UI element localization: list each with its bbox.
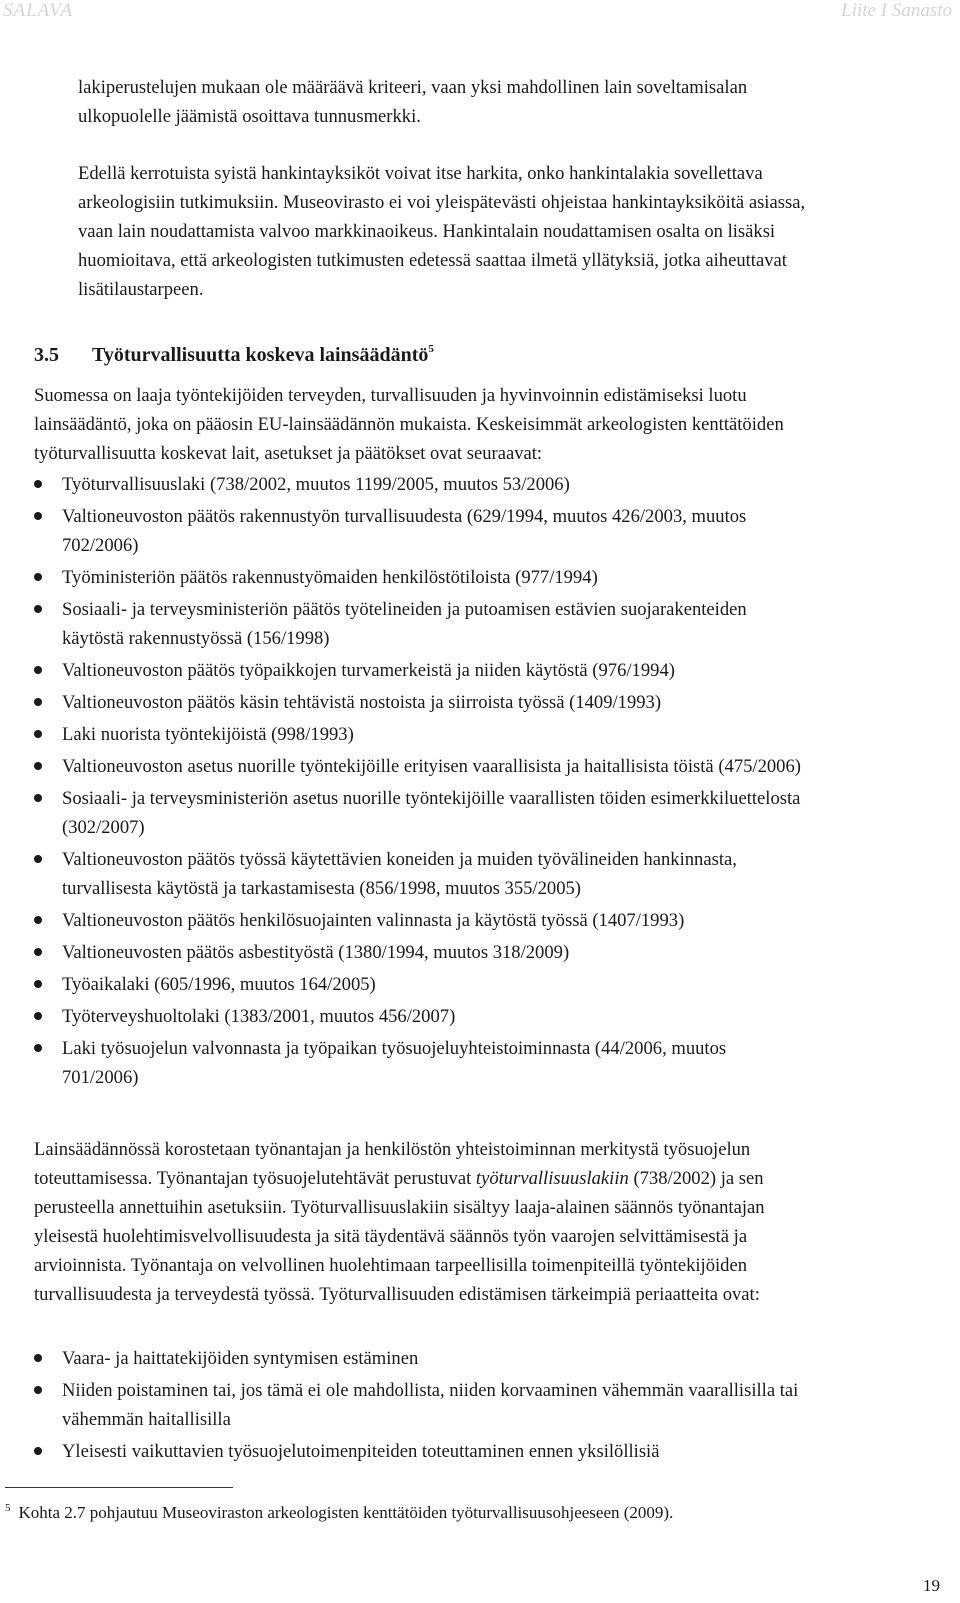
list-item [34,1344,944,1373]
list-item-text: (302/2007) [62,817,145,838]
text-line: perusteella annettuihin asetuksiin. Työturvallisuuslakiin sisältyy laaja-alainen säännös työnantajan [34,1197,765,1218]
list-item-text: Työministeriön päätös rakennustyömaiden henkilöstötiloista (977/1994) [62,567,598,588]
section-title: Työturvallisuutta koskeva lainsäädäntö [92,344,429,366]
header-title: SALAVA [3,0,74,21]
list-item [34,595,944,653]
text-line: arkeologisiin tutkimuksiin. Museovirasto ei voi yleispätevästi ohjeistaa hankintayksiköitä asiassa, [78,192,806,213]
list-item-text: Vaara- ja haittatekijöiden syntymisen estäminen [62,1348,419,1369]
intro-paragraph-2 [78,159,938,304]
principles-list [34,1344,944,1469]
page-header [0,0,960,24]
text-line: huomioitava, että arkeologisten tutkimusten edetessä saattaa ilmetä yllätyksiä, jotka aiheuttavat [78,250,787,271]
list-item-text: Työaikalaki (605/1996, muutos 164/2005) [62,974,376,995]
section-intro-paragraph [34,381,944,468]
list-item [34,688,944,717]
body-paragraph [34,1135,944,1309]
list-item-text: Yleisesti vaikuttavien työsuojelutoimenpiteiden toteuttaminen ennen yksilöllisiä [62,1441,660,1462]
list-item-text: Niiden poistaminen tai, jos tämä ei ole mahdollista, niiden korvaaminen vähemmän vaarallisilla tai [62,1380,799,1401]
text-line: työturvallisuutta koskevat lait, asetukset ja päätökset ovat seuraavat: [34,443,543,464]
bullet-icon [34,480,42,488]
list-item-text: Valtioneuvoston päätös rakennustyön turvallisuudesta (629/1994, muutos 426/2003, muutos [62,506,747,527]
bullet-icon [34,1012,42,1020]
text-line: arvioinnista. Työnantaja on velvollinen huolehtimaan tarpeellisilla toimenpiteillä työntekijöiden [34,1255,748,1276]
list-item [34,752,944,781]
bullet-icon [34,666,42,674]
list-item-text: Työterveyshuoltolaki (1383/2001, muutos 456/2007) [62,1006,456,1027]
bullet-icon [34,948,42,956]
text-line: lainsäädäntö, joka on pääosin EU-lainsäädännön mukaista. Keskeisimmät arkeologisten kenttätöiden [34,414,784,435]
bullet-icon [34,916,42,924]
list-item-text: Työturvallisuuslaki (738/2002, muutos 1199/2005, muutos 53/2006) [62,474,570,495]
bullet-icon [34,730,42,738]
list-item [34,845,944,903]
text-segment: toteuttamisessa. Työnantajan työsuojelutehtävät perustuvat [34,1168,476,1189]
list-item-text: Valtioneuvoston päätös käsin tehtävistä nostoista ja siirroista työssä (1409/1993) [62,692,662,713]
header-section: Liite I Sanasto [841,0,952,21]
text-line [34,1164,944,1193]
list-item-text: käytöstä rakennustyössä (156/1998) [62,628,330,649]
bullet-icon [34,1447,42,1455]
emphasized-law-name: työturvallisuuslakiin [475,1168,629,1189]
text-line: lakiperustelujen mukaan ole määräävä kriteeri, vaan yksi mahdollinen lain soveltamisalan [78,77,748,98]
text-line: Edellä kerrotuista syistä hankintayksiköt voivat itse harkita, onko hankintalakia sovellettava [78,163,763,184]
list-item-text: Sosiaali- ja terveysministeriön päätös työtelineiden ja putoamisen estävien suojarakenteiden [62,599,747,620]
text-line: ulkopuolelle jäämistä osoittava tunnusmerkki. [78,106,421,127]
list-item-text: 702/2006) [62,535,139,556]
footnote [5,1496,673,1525]
bullet-icon [34,855,42,863]
intro-paragraph-1 [78,73,938,131]
bullet-icon [34,762,42,770]
list-item-text: Sosiaali- ja terveysministeriön asetus nuorille työntekijöille vaarallisten töiden esimerkkiluettelosta [62,788,801,809]
laws-list [34,470,944,1095]
footnote-text: Kohta 2.7 pohjautuu Museoviraston arkeologisten kenttätöiden työturvallisuusohjeeseen (2009). [18,1503,674,1522]
bullet-icon [34,1386,42,1394]
list-item-text: Valtioneuvosten päätös asbestityöstä (1380/1994, muutos 318/2009) [62,942,570,963]
text-line: yleisestä huolehtimisvelvollisuudesta ja sitä täydentävä säännös työn vaarojen selvittämisestä ja [34,1226,748,1247]
section-heading [34,333,434,371]
list-item [34,563,944,592]
bullet-icon [34,573,42,581]
bullet-icon [34,980,42,988]
list-item [34,938,944,967]
bullet-icon [34,1354,42,1362]
list-item-text: Laki nuorista työntekijöistä (998/1993) [62,724,354,745]
text-line: Lainsäädännössä korostetaan työnantajan ja henkilöstön yhteistoiminnan merkitystä työsuojelun [34,1139,751,1160]
text-line: vaan lain noudattamista valvoo markkinaoikeus. Hankintalain noudattamisen osalta on lisäksi [78,221,776,242]
list-item-text: turvallisesta käytöstä ja tarkastamisesta (856/1998, muutos 355/2005) [62,878,581,899]
bullet-icon [34,794,42,802]
list-item-text: Valtioneuvoston päätös työpaikkojen turvamerkeistä ja niiden käytöstä (976/1994) [62,660,675,681]
list-item [34,1002,944,1031]
page-number: 19 [923,1576,940,1595]
list-item [34,970,944,999]
list-item [34,720,944,749]
text-line: turvallisuudesta ja terveydestä työssä. Työturvallisuuden edistämisen tärkeimpiä periaatteita ovat: [34,1284,760,1305]
list-item [34,1034,944,1092]
list-item [34,1376,944,1434]
text-segment: (738/2002) ja sen [628,1168,764,1189]
list-item [34,656,944,685]
list-item [34,470,944,499]
list-item-text: Laki työsuojelun valvonnasta ja työpaikan työsuojeluyhteistoiminnasta (44/2006, muutos [62,1038,727,1059]
bullet-icon [34,1044,42,1052]
list-item [34,1437,944,1466]
footnote-separator [5,1487,233,1488]
text-line: Suomessa on laaja työntekijöiden terveyden, turvallisuuden ja hyvinvoinnin edistämiseksi luotu [34,385,747,406]
list-item [34,502,944,560]
footnote-reference[interactable]: 5 [428,343,434,355]
bullet-icon [34,512,42,520]
section-number: 3.5 [34,344,59,366]
text-line: lisätilaustarpeen. [78,279,204,300]
list-item-text: 701/2006) [62,1067,139,1088]
list-item-text: Valtioneuvoston asetus nuorille työntekijöille erityisen vaarallisista ja haitallisista töistä (475/2006) [62,756,801,777]
list-item-text: vähemmän haitallisilla [62,1409,231,1430]
bullet-icon [34,605,42,613]
bullet-icon [34,698,42,706]
list-item [34,906,944,935]
list-item [34,784,944,842]
list-item-text: Valtioneuvoston päätös henkilösuojainten valinnasta ja käytöstä työssä (1407/1993) [62,910,685,931]
list-item-text: Valtioneuvoston päätös työssä käytettävien koneiden ja muiden työvälineiden hankinnasta, [62,849,737,870]
footnote-mark: 5 [5,1502,11,1514]
